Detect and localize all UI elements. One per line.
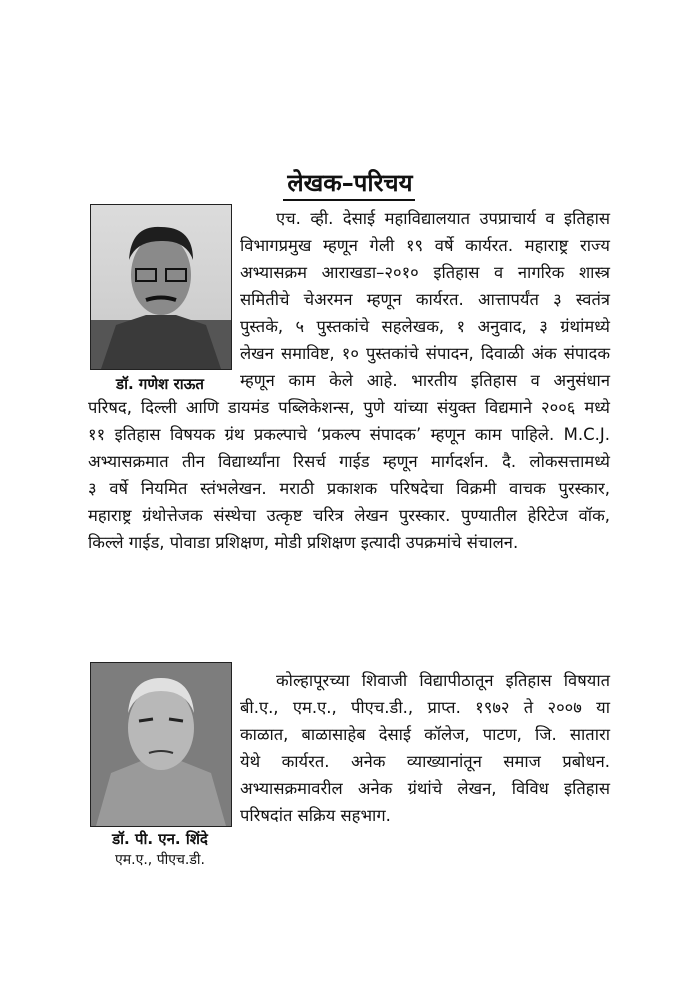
- author1-photo: [90, 204, 232, 370]
- bio2-line: काळात, बाळासाहेब देसाई कॉलेज, पाटण, जि. सातारा: [240, 725, 610, 744]
- bio2-line: कोल्हापूरच्या शिवाजी विद्यापीठातून इतिहास विषयात: [276, 671, 610, 690]
- bio1-line: अभ्यासक्रम आराखडा–२०१० इतिहास व नागरिक शास्त्र: [240, 263, 610, 282]
- bio1-line: किल्ले गाईड, पोवाडा प्रशिक्षण, मोडी प्रशिक्षण इत्यादी उपक्रमांचे संचालन.: [88, 533, 519, 552]
- title-underline: [283, 199, 415, 201]
- bio1-line: समितीचे चेअरमन म्हणून कार्यरत. आत्तापर्यंत ३ स्वतंत्र: [240, 290, 610, 309]
- bio1-line: एच. व्ही. देसाई महाविद्यालयात उपप्राचार्य व इतिहास: [276, 209, 610, 228]
- bio1-line: पुस्तके, ५ पुस्तकांचे सहलेखक, १ अनुवाद, ३ ग्रंथांमध्ये: [240, 317, 610, 336]
- bio2-line: येथे कार्यरत. अनेक व्याख्यानांतून समाज प्रबोधन.: [240, 752, 610, 771]
- bio1-line: महाराष्ट्र ग्रंथोत्तेजक संस्थेचा उत्कृष्ट चरित्र लेखन पुरस्कार. पुण्यातील हेरिटेज वॉक,: [88, 506, 610, 525]
- author2-degree: एम.ए., पीएच.डी.: [115, 852, 205, 868]
- bio1-line: परिषद, दिल्ली आणि डायमंड पब्लिकेशन्स, पुणे यांच्या संयुक्त विद्यमाने २००६ मध्ये: [88, 398, 610, 417]
- bio1-line: अभ्यासक्रमात तीन विद्यार्थ्यांना रिसर्च गाईड म्हणून मार्गदर्शन. दै. लोकसत्तामध्ये: [88, 452, 610, 471]
- bio1-line: ३ वर्षे नियमित स्तंभलेखन. मराठी प्रकाशक परिषदेचा विक्रमी वाचक पुरस्कार,: [88, 479, 610, 498]
- page-title: लेखक–परिचय: [287, 169, 413, 197]
- bio1-line: लेखन समाविष्ट, १० पुस्तकांचे संपादन, दिवाळी अंक संपादक: [240, 344, 610, 363]
- bio1-line: म्हणून काम केले आहे. भारतीय इतिहास व अनुसंधान: [240, 371, 610, 390]
- author1-name: डॉ. गणेश राऊत: [116, 375, 204, 393]
- bio1-line: विभागप्रमुख म्हणून गेली १९ वर्षे कार्यरत. महाराष्ट्र राज्य: [240, 236, 610, 255]
- bio2-line: परिषदांत सक्रिय सहभाग.: [240, 806, 391, 825]
- author2-name: डॉ. पी. एन. शिंदे: [112, 830, 208, 848]
- author2-photo: [90, 662, 232, 827]
- bio2-line: अभ्यासक्रमावरील अनेक ग्रंथांचे लेखन, विविध इतिहास: [240, 779, 610, 798]
- bio1-line: ११ इतिहास विषयक ग्रंथ प्रकल्पाचे ‘प्रकल्प संपादक’ म्हणून काम पाहिले. M.C.J.: [88, 425, 610, 444]
- bio2-line: बी.ए., एम.ए., पीएच.डी., प्राप्त. १९७२ ते २००७ या: [240, 698, 610, 717]
